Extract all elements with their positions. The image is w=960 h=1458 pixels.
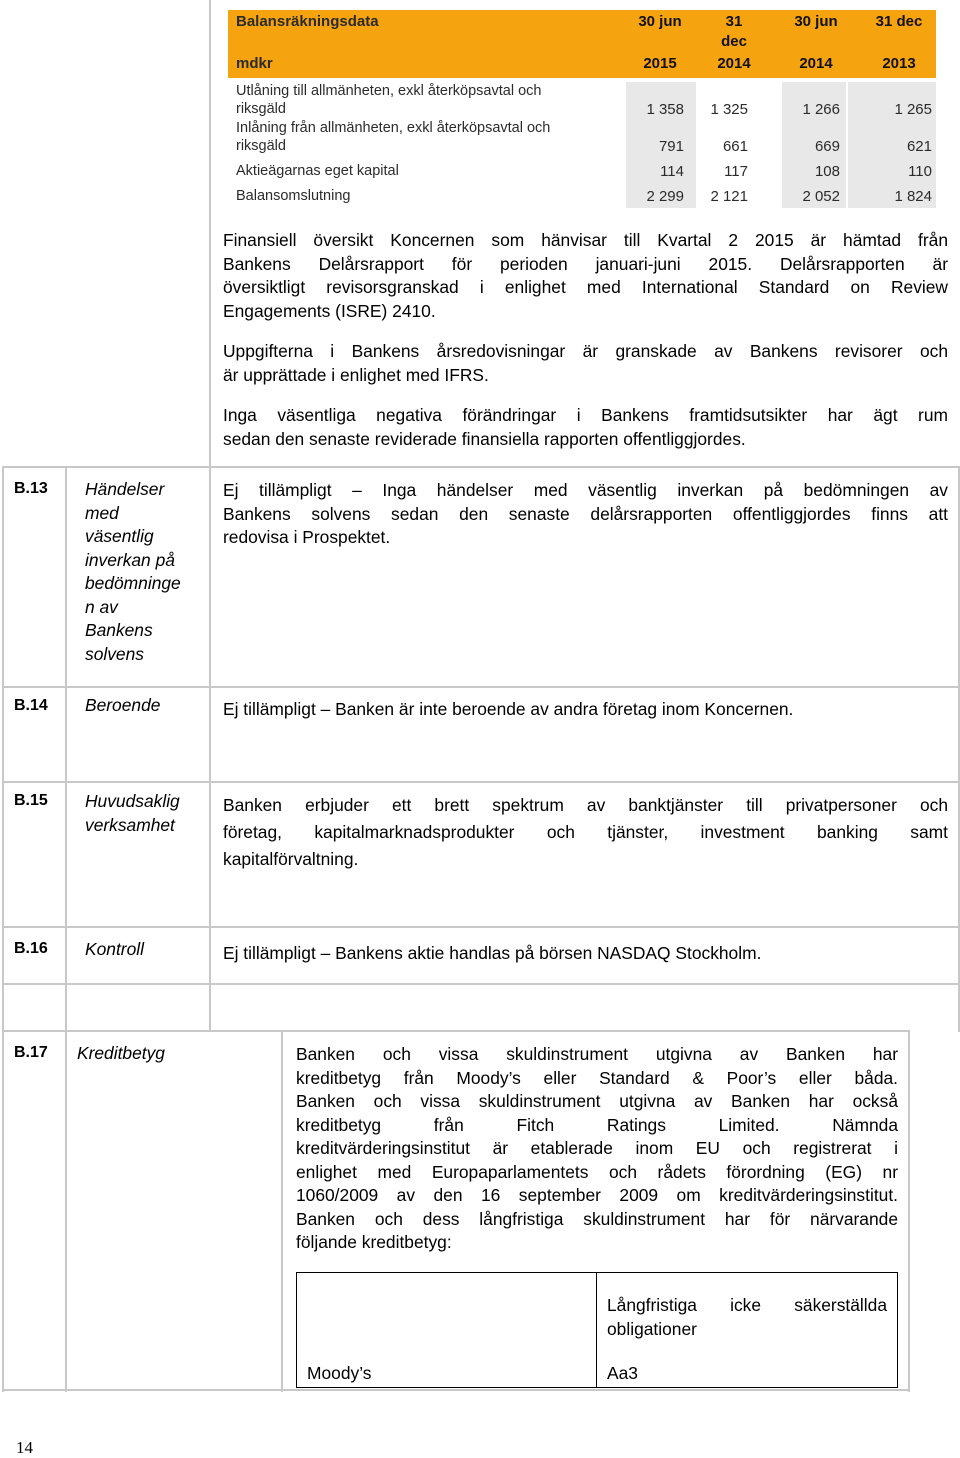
col-header-top-2: 31 xyxy=(725,13,743,30)
b17-line: kreditbetyg från Fitch Ratings Limited. Nämnda xyxy=(296,1114,898,1135)
rating-table-divider xyxy=(596,1273,597,1387)
cell-total-4: 1 824 xyxy=(894,188,932,205)
b12-p1-line: Finansiell översikt Koncernen som hänvisar till Kvartal 2 2015 är hämtad från xyxy=(223,230,948,250)
label-line: n av xyxy=(85,596,118,617)
b12-p1-line: översiktligt revisorsgranskad i enlighet med International Standard on Review xyxy=(223,277,948,297)
b12-p2-line: är upprättade i enlighet med IFRS. xyxy=(223,364,489,385)
cell-total-2: 2 121 xyxy=(710,188,748,205)
col-header-mid-2: dec xyxy=(721,33,747,50)
label-line: solvens xyxy=(85,643,144,664)
page-number: 14 xyxy=(16,1438,33,1457)
row-label-deposits-2: riksgäld xyxy=(236,138,286,154)
row-label-total: Balansomslutning xyxy=(236,188,351,204)
page-border-right-lower xyxy=(908,1032,910,1392)
balance-unit: mdkr xyxy=(236,55,273,72)
cell-total-1: 2 299 xyxy=(646,188,684,205)
cell-equity-4: 110 xyxy=(908,163,932,180)
rating-header-right xyxy=(607,1293,887,1341)
cell-equity-2: 117 xyxy=(724,163,748,180)
b12-p1-line: Bankens Delårsrapport för perioden januari-juni 2015. Delårsrapporten är xyxy=(223,253,948,274)
row-divider-b14 xyxy=(2,686,960,688)
cell-equity-3: 108 xyxy=(814,163,840,180)
col-header-year-1: 2015 xyxy=(643,55,677,72)
label-line: väsentlig xyxy=(85,526,154,546)
cell-lending-2: 1 325 xyxy=(710,101,748,118)
section-code-b13: B.13 xyxy=(14,480,48,497)
section-text-b13 xyxy=(223,479,948,550)
b13-line: redovisa i Prospektet. xyxy=(223,527,391,547)
b13-line: Ej tillämpligt – Inga händelser med väsentlig inverkan på bedömningen av xyxy=(223,480,948,500)
b17-line: Banken och vissa skuldinstrument utgivna av Banken har xyxy=(296,1044,898,1064)
section-code-b16: B.16 xyxy=(14,940,48,957)
label-line: Huvudsaklig xyxy=(85,791,180,811)
b12-paragraph-2 xyxy=(223,340,948,387)
rating-header-line: Långfristiga icke säkerställda xyxy=(607,1295,887,1315)
row-divider-b16-bottom xyxy=(2,983,960,985)
label-line: Bankens xyxy=(85,620,153,640)
section-text-b16 xyxy=(223,942,948,966)
cell-equity-1: 114 xyxy=(660,163,684,180)
section-text-b14 xyxy=(223,698,948,722)
row-label-lending-1: Utlåning till allmänheten, exkl återköpsavtal och xyxy=(236,83,542,99)
balance-sheet-table xyxy=(228,10,936,208)
rating-value: Aa3 xyxy=(607,1363,638,1383)
label-line: inverkan på xyxy=(85,549,175,570)
section-code-b17: B.17 xyxy=(14,1044,48,1061)
b13-line: Bankens solvens sedan den senaste delårsrapporten offentliggjordes finns att xyxy=(223,503,948,524)
b12-p2-line: Uppgifterna i Bankens årsredovisningar är granskade av Bankens revisorer och xyxy=(223,341,948,361)
label-line: Händelser xyxy=(85,479,165,499)
row-label-deposits-1: Inlåning från allmänheten, exkl återköpsavtal och xyxy=(236,120,551,136)
section-label-b16: Kontroll xyxy=(85,939,144,959)
label-line: bedömninge xyxy=(85,573,181,593)
b17-line: kreditvärderingsinstitut är etablerade inom EU och registrerat i xyxy=(296,1138,898,1158)
section-code-b15: B.15 xyxy=(14,792,48,809)
b12-p3-line: sedan den senaste reviderade finansiella rapporten offentliggjordes. xyxy=(223,428,746,449)
rating-agency: Moody’s xyxy=(307,1363,372,1383)
column-divider-right-upper xyxy=(209,0,211,1030)
b17-line: kreditbetyg från Moody’s eller Standard & Poor’s eller båda. xyxy=(296,1067,898,1088)
row-divider-b17 xyxy=(2,1030,910,1032)
row-divider-end xyxy=(2,1389,910,1391)
col-header-top-1: 30 jun xyxy=(638,13,682,30)
col-header-year-2: 2014 xyxy=(717,55,751,72)
b14-line: Ej tillämpligt – Banken är inte beroende av andra företag inom Koncernen. xyxy=(223,699,794,719)
cell-deposits-3: 669 xyxy=(814,138,840,155)
section-text-b17 xyxy=(296,1043,898,1255)
b17-line: enlighet med Europaparlamentets och rådets förordning (EG) nr xyxy=(296,1161,898,1182)
section-label-b15 xyxy=(85,790,180,837)
b16-line: Ej tillämpligt – Bankens aktie handlas på börsen NASDAQ Stockholm. xyxy=(223,943,762,963)
row-label-lending-2: riksgäld xyxy=(236,101,286,117)
b15-line: företag, kapitalmarknadsprodukter och tjänster, investment banking samt xyxy=(223,822,948,842)
cell-lending-1: 1 358 xyxy=(646,101,684,118)
cell-deposits-4: 621 xyxy=(906,138,932,155)
col-header-year-4: 2013 xyxy=(882,55,916,72)
page-border-left xyxy=(2,467,4,1392)
b12-paragraph-3 xyxy=(223,404,948,451)
section-label-b17: Kreditbetyg xyxy=(77,1043,165,1063)
row-divider-b16 xyxy=(2,926,960,928)
cell-deposits-2: 661 xyxy=(722,138,748,155)
b17-line: Banken och vissa skuldinstrument utgivna av Banken har också xyxy=(296,1091,898,1111)
column-divider-left xyxy=(65,467,67,1392)
label-line: verksamhet xyxy=(85,814,175,835)
section-label-b14: Beroende xyxy=(85,695,161,715)
b12-p1-line: Engagements (ISRE) 2410. xyxy=(223,300,436,321)
label-line: med xyxy=(85,502,119,523)
col-header-top-3: 30 jun xyxy=(794,13,838,30)
b17-line: 1060/2009 av den 16 september 2009 om kreditvärderingsinstitut. xyxy=(296,1185,898,1205)
b12-p3-line: Inga väsentliga negativa förändringar i Bankens framtidsutsikter har ägt rum xyxy=(223,405,948,425)
column-divider-right-lower xyxy=(281,1032,283,1392)
b15-line: kapitalförvaltning. xyxy=(223,849,359,869)
section-label-b13 xyxy=(85,478,181,666)
cell-deposits-1: 791 xyxy=(658,138,684,155)
col-header-top-4: 31 dec xyxy=(875,13,923,30)
row-divider-b15 xyxy=(2,781,960,783)
credit-rating-table xyxy=(296,1272,898,1388)
row-divider-b13 xyxy=(2,466,960,468)
b15-line: Banken erbjuder ett brett spektrum av banktjänster till privatpersoner och xyxy=(223,795,948,815)
balance-title: Balansräkningsdata xyxy=(236,13,379,30)
b17-line: Banken och dess långfristiga skuldinstrument har för närvarande xyxy=(296,1208,898,1229)
section-code-b14: B.14 xyxy=(14,697,48,714)
b12-paragraph-1 xyxy=(223,229,948,323)
row-label-equity: Aktieägarnas eget kapital xyxy=(236,163,399,179)
cell-lending-3: 1 266 xyxy=(802,101,840,118)
cell-lending-4: 1 265 xyxy=(894,101,932,118)
rating-header-line: obligationer xyxy=(607,1319,697,1339)
col-header-year-3: 2014 xyxy=(799,55,833,72)
cell-total-3: 2 052 xyxy=(802,188,840,205)
b17-line: följande kreditbetyg: xyxy=(296,1232,452,1252)
section-text-b15 xyxy=(223,792,948,873)
